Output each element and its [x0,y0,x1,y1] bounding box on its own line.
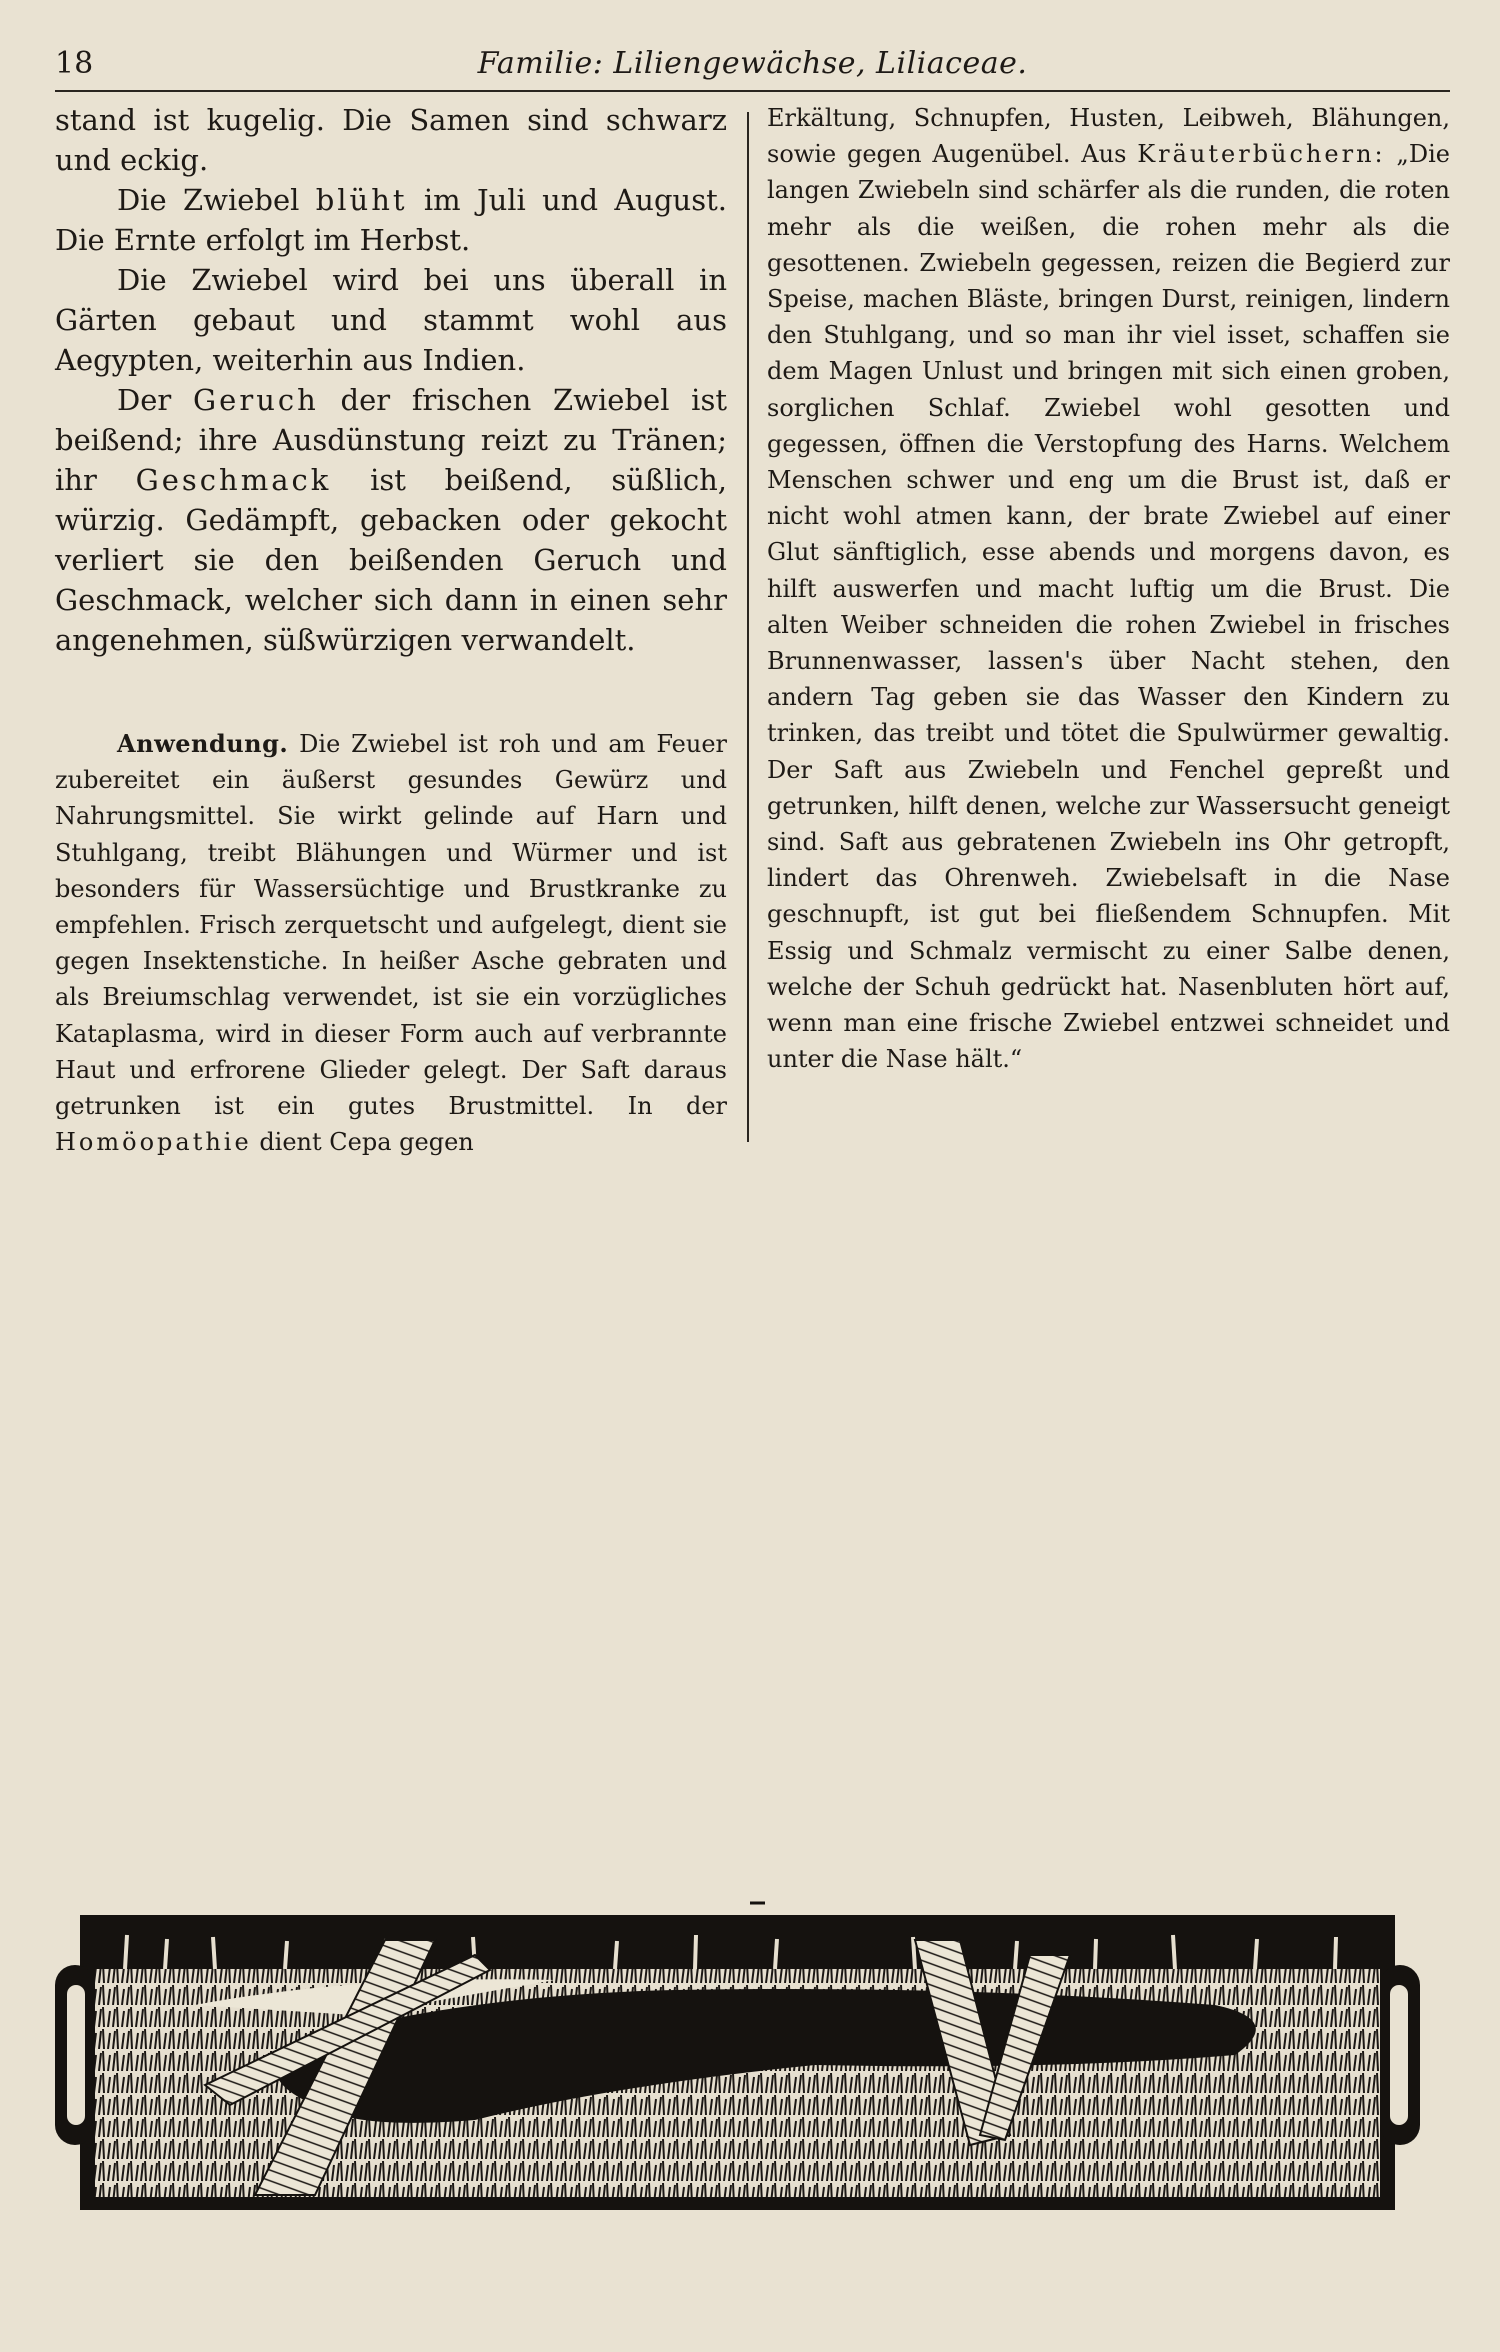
page-number: 18 [55,46,94,81]
paragraph-herbal-books [767,100,1450,1077]
landscape-woodcut-image [55,1895,1420,2235]
text-run: dient Cepa gegen [251,1128,474,1157]
spaced-term-taste: Geschmack [135,463,332,497]
spaced-term-bloom: blüht [315,183,408,217]
running-title: Familie: Liliengewächse, Liliaceae. [477,46,1028,81]
spaced-term-homeopathy: Homöopathie [55,1128,252,1157]
page-header [55,40,1450,92]
paragraph-seeds: stand ist kugelig. Die Samen sind schwarz und eckig. [55,103,727,177]
text-run: Erkältung, Schnupfen, Husten, Leibweh, Blähungen, sowie gegen Augenübel. Aus [767,104,1450,169]
section-gap [55,660,727,726]
column-divider [747,112,749,1142]
text-run: „Die langen Zwiebeln sind schärfer als die runden, die roten mehr als die weißen, die rohen mehr als die gesottenen. Zwiebeln gegessen, reizen die Begierd zur Speise, machen Bläste, bringen Durst, reinigen, lindern den Stuhlgang, und so man ihr viel isset, schaffen sie dem Magen Unlust und bringen mit sich einen groben, sorglichen Schlaf. Zwiebel wohl gesotten und gegessen, öffnen die Verstopfung des Harns. Welchem Menschen schwer und eng um die Brust ist, daß er nicht wohl atmen kann, der brate Zwiebel auf einer Glut sänftiglich, esse abends und morgens davon, es hilft auswerfen und macht luftig um die Brust. Die alten Weiber schneiden die rohen Zwiebel in frisches Brunnenwasser, lassen's über Nacht stehen, den andern Tag geben sie das Wasser den Kindern zu trinken, das treibt und tötet die Spulwürmer gewaltig. Der Saft aus Zwiebeln und Fenchel gepreßt und getrunken, hilft denen, welche zur Wassersucht geneigt sind. Saft aus gebratenen Zwiebeln ins Ohr getropft, lindert das Ohrenweh. Zwiebelsaft in die Nase geschnupft, ist gut bei fließendem Schnupfen. Mit Essig und Schmalz vermischt zu einer Salbe denen, welche der Schuh gedrückt hat. Nasenbluten hört auf, wenn man eine frische Zwiebel entzwei schneidet und unter die Nase hält.“ [767,140,1450,1074]
spaced-term-herbal-books: Kräuterbüchern: [1137,140,1386,169]
text-run: Der [117,383,193,417]
paragraph-origin: Die Zwiebel wird bei uns überall in Gärten gebaut und stammt wohl aus Aegypten, weiterhin aus Indien. [55,263,727,377]
section-heading-application: Anwendung. [117,729,289,758]
text-run: ist beißend, süßlich, würzig. Gedämpft, gebacken oder gekocht verliert sie den beißenden Geruch und Geschmack, welcher sich dann in einen sehr angenehmen, süßwürzigen verwandelt. [55,463,727,657]
woodcut-vignette [55,1895,1420,2235]
text-columns [55,100,1450,1160]
left-column [55,100,727,1160]
paragraph-bloom [55,180,727,260]
spaced-term-smell: Geruch [193,383,319,417]
text-run: im Juli und August. Die Ernte erfolgt im Herbst. [55,183,727,257]
text-run: Die Zwiebel ist roh und am Feuer zubereitet ein äußerst gesundes Gewürz und Nahrungsmittel. Sie wirkt gelinde auf Harn und Stuhlgang, treibt Blähungen und Würmer und ist besonders für Wassersüchtige und Brustkranke zu empfehlen. Frisch zerquetscht und aufgelegt, dient sie gegen Insektenstiche. In heißer Asche gebraten und als Breiumschlag verwendet, ist sie ein vorzügliches Kataplasma, wird in dieser Form auch auf verbrannte Haut und erfrorene Glieder gelegt. Der Saft daraus getrunken ist ein gutes Brustmittel. In der [55,730,727,1121]
text-run: Die Zwiebel [117,183,316,217]
right-column [767,100,1450,1077]
text-run: der frischen Zwiebel ist beißend; ihre Ausdünstung reizt zu Tränen; ihr [55,383,727,497]
paragraph-application [55,726,727,1160]
paragraph-smell-taste [55,380,727,660]
